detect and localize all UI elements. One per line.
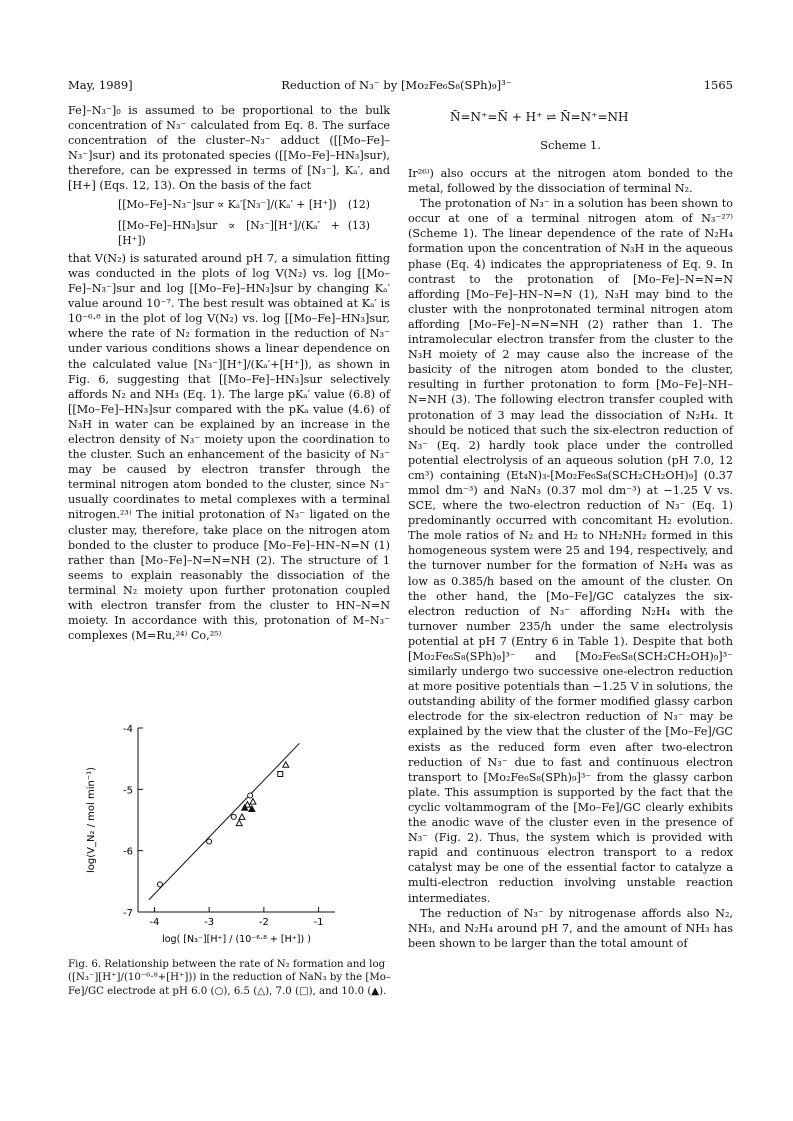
x-tick-label: -3 <box>204 917 215 928</box>
x-axis-label: log( [N₃⁻][H⁺] / (10⁻⁶·⁸ + [H⁺]) ) <box>162 934 311 945</box>
data-point-circle <box>231 814 236 819</box>
data-point-triangle <box>236 820 242 826</box>
y-axis-label: log(V_N₂ / mol min⁻¹) <box>86 766 97 874</box>
x-tick-label: -1 <box>313 917 324 928</box>
data-point-square <box>278 772 283 777</box>
data-point-triangle <box>239 814 245 820</box>
x-tick-label: -4 <box>149 917 160 928</box>
equation-text: [[Mo–Fe]–HN₃]sur ∝ [N₃⁻][H⁺]/(Kₐ′ + [H⁺]) <box>118 218 340 247</box>
equation-text: [[Mo–Fe]–N₃⁻]sur ∝ Kₐ′[N₃⁻]/(Kₐ′ + [H⁺]) <box>118 197 337 211</box>
y-tick-label: -5 <box>123 785 133 797</box>
right-column <box>408 166 733 951</box>
data-point-circle <box>248 793 253 798</box>
scheme-label: Scheme 1. <box>540 138 601 152</box>
y-tick-label: -7 <box>123 908 133 919</box>
equation-12 <box>68 194 390 215</box>
y-tick-label: -6 <box>123 846 133 858</box>
scatter-plot <box>80 720 380 950</box>
page-number: 1565 <box>703 78 733 92</box>
data-point-triangle <box>283 762 289 768</box>
header-title: Reduction of N₃⁻ by [Mo₂Fe₆S₈(SPh)₉]³⁻ <box>281 78 512 92</box>
data-point-circle <box>157 882 162 887</box>
header-date: May, 1989] <box>68 78 133 92</box>
equation-number: (12) <box>347 197 370 211</box>
paragraph: that V(N₂) is saturated around pH 7, a simulation fitting was conducted in the plots of log V(N₂) vs. log [[Mo–Fe]–N₃⁻]sur and log [[Mo–Fe]–HN₃]sur by changing Kₐ′ value around 10⁻⁷. The best result was obtained at Kₐ′ is 10⁻⁶·⁸ in the plot of log V(N₂) vs. log [[Mo–Fe]–HN₃]sur, where the rate of N₂ formation in the reduction of N₃⁻ under various conditions shows a linear dependence on the calculated value [N₃⁻][H⁺]/(Kₐ′+[H⁺]), as shown in Fig. 6, suggesting that [[Mo–Fe]–HN₃]sur selectively affords N₂ and NH₃ (Eq. 1). The large pKₐ′ value (6.8) of [[Mo–Fe]–HN₃]sur compared with the pKₐ value (4.6) of N₃H in water can be explained by an increase in the electron density of N₃⁻ moiety upon the coordination to the cluster. Such an enhancement of the basicity of N₃⁻ may be caused by electron transfer through the terminal nitrogen atom bonded to the cluster, since N₃⁻ usually coordinates to metal complexes with a terminal nitrogen.²³⁾ The initial protonation of N₃⁻ ligated on the cluster may, therefore, take place on the nitrogen atom bonded to the cluster to produce [Mo–Fe]–HN–N=N (1) rather than [Mo–Fe]–N=N=NH (2). The structure of 1 seems to explain reasonably the dissociation of the terminal N₂ moiety upon further protonation coupled with electron transfer from the cluster to HN–N=N moiety. In accordance with this, protonation of M–N₃⁻ complexes (M=Ru,²⁴⁾ Co,²⁵⁾ <box>68 251 390 643</box>
paragraph: Fe]–N₃⁻]₀ is assumed to be proportional to the bulk concentration of N₃⁻ calculated from Eq. 8. The surface concentration of the cluster–N₃⁻ adduct ([[Mo–Fe]–N₃⁻]sur) and its protonated species ([[Mo–Fe]–HN₃]sur), therefore, can be expressed in terms of [N₃⁻], Kₐ′, and [H+] (Eqs. 12, 13). On the basis of the fact <box>68 104 390 193</box>
figure-6 <box>80 720 380 950</box>
left-column <box>68 103 390 643</box>
paragraph: Ir²⁶⁾) also occurs at the nitrogen atom bonded to the metal, followed by the dissociation of terminal N₂. <box>408 167 733 196</box>
figure-caption: Fig. 6. Relationship between the rate of N₂ formation and log ([N₃⁻][H⁺]/(10⁻⁶·⁸+[H⁺])) in the reduction of NaN₃ by the [Mo–Fe]/GC electrode at pH 6.0 (○), 6.5 (△), 7.0 (□), and 10.0 (▲). <box>68 959 391 997</box>
equation-13 <box>68 215 390 251</box>
y-tick-label: -4 <box>123 724 133 735</box>
equation-number: (13) <box>347 218 370 232</box>
paragraph: The protonation of N₃⁻ in a solution has been shown to occur at one of a terminal nitrogen atom of N₃⁻²⁷⁾ (Scheme 1). The linear dependence of the rate of N₂H₄ formation upon the concentration of N₃H in the aqueous phase (Eq. 4) indicates the appropriateness of Eq. 9. In contrast to the protonation of [Mo–Fe]–N=N=N affording [Mo–Fe]–HN–N=N (1), N₃H may bind to the cluster with the nonprotonated terminal nitrogen atom affording [Mo–Fe]–N=N=NH (2) rather than 1. The intramolecular electron transfer from the cluster to the N₃H moiety of 2 may cause also the increase of the basicity of the nitrogen atom bonded to the cluster, resulting in further protonation to form [Mo–Fe]–NH–N=NH (3). The following electron transfer coupled with protonation of 3 may lead the dissociation of N₂H₄. It should be noticed that such the six-electron reduction of N₃⁻ (Eq. 2) hardly took place under the controlled potential electrolysis of an aqueous solution (pH 7.0, 12 cm³) containing (Et₄N)₃-[Mo₂Fe₆S₈(SCH₂CH₂OH)₉] (0.37 mmol dm⁻³) and NaN₃ (0.37 mol dm⁻³) at −1.25 V vs. SCE, where the two-electron reduction of N₃⁻ (Eq. 1) predominantly occurred with concomitant H₂ evolution. The mole ratios of N₂ and H₂ to NH₂NH₂ formed in this homogeneous system were 25 and 194, respectively, and the turnover number for the formation of N₂H₄ was as low as 0.385/h based on the amount of the cluster. On the other hand, the [Mo–Fe]/GC catalyzes the six-electron reduction of N₃⁻ affording N₂H₄ with the turnover number 235/h under the same electrolysis potential at pH 7 (Entry 6 in Table 1). Despite that both [Mo₂Fe₆S₈(SPh)₉]³⁻ and [Mo₂Fe₆S₈(SCH₂CH₂OH)₉]³⁻ similarly undergo two successive one-electron reduction at more positive potentials than −1.25 V in solutions, the outstanding ability of the former modified glassy carbon electrode for the six-electron reduction of N₃⁻ may be explained by the view that the cluster of the [Mo–Fe]/GC exists as the reduced form even after two-electron reduction of N₃⁻ due to fast and continuous electron transport to [Mo₂Fe₆S₈(SPh)₉]³⁻ from the glassy carbon plate. This assumption is supported by the fact that the cyclic voltammogram of the [Mo–Fe]/GC clearly exhibits the anodic wave of the cluster even in the presence of N₃⁻ (Fig. 2). Thus, the system which is provided with rapid and continuous electron transport to a redox catalyst may be one of the essential factor to catalyze a multi-electron reduction involving unstable reaction intermediates. <box>408 197 733 905</box>
paragraph: The reduction of N₃⁻ by nitrogenase affords also N₂, NH₃, and N₂H₄ around pH 7, and the amount of NH₃ has been shown to be larger than the total amount of <box>408 906 733 950</box>
x-tick-label: -2 <box>258 917 269 928</box>
fit-line <box>149 743 299 899</box>
data-point-triangle <box>250 799 256 805</box>
scheme-equation: N̄=N⁺=N̄ + H⁺ ⇌ N̄=N⁺=NH <box>450 110 629 124</box>
data-point-circle <box>207 839 212 844</box>
